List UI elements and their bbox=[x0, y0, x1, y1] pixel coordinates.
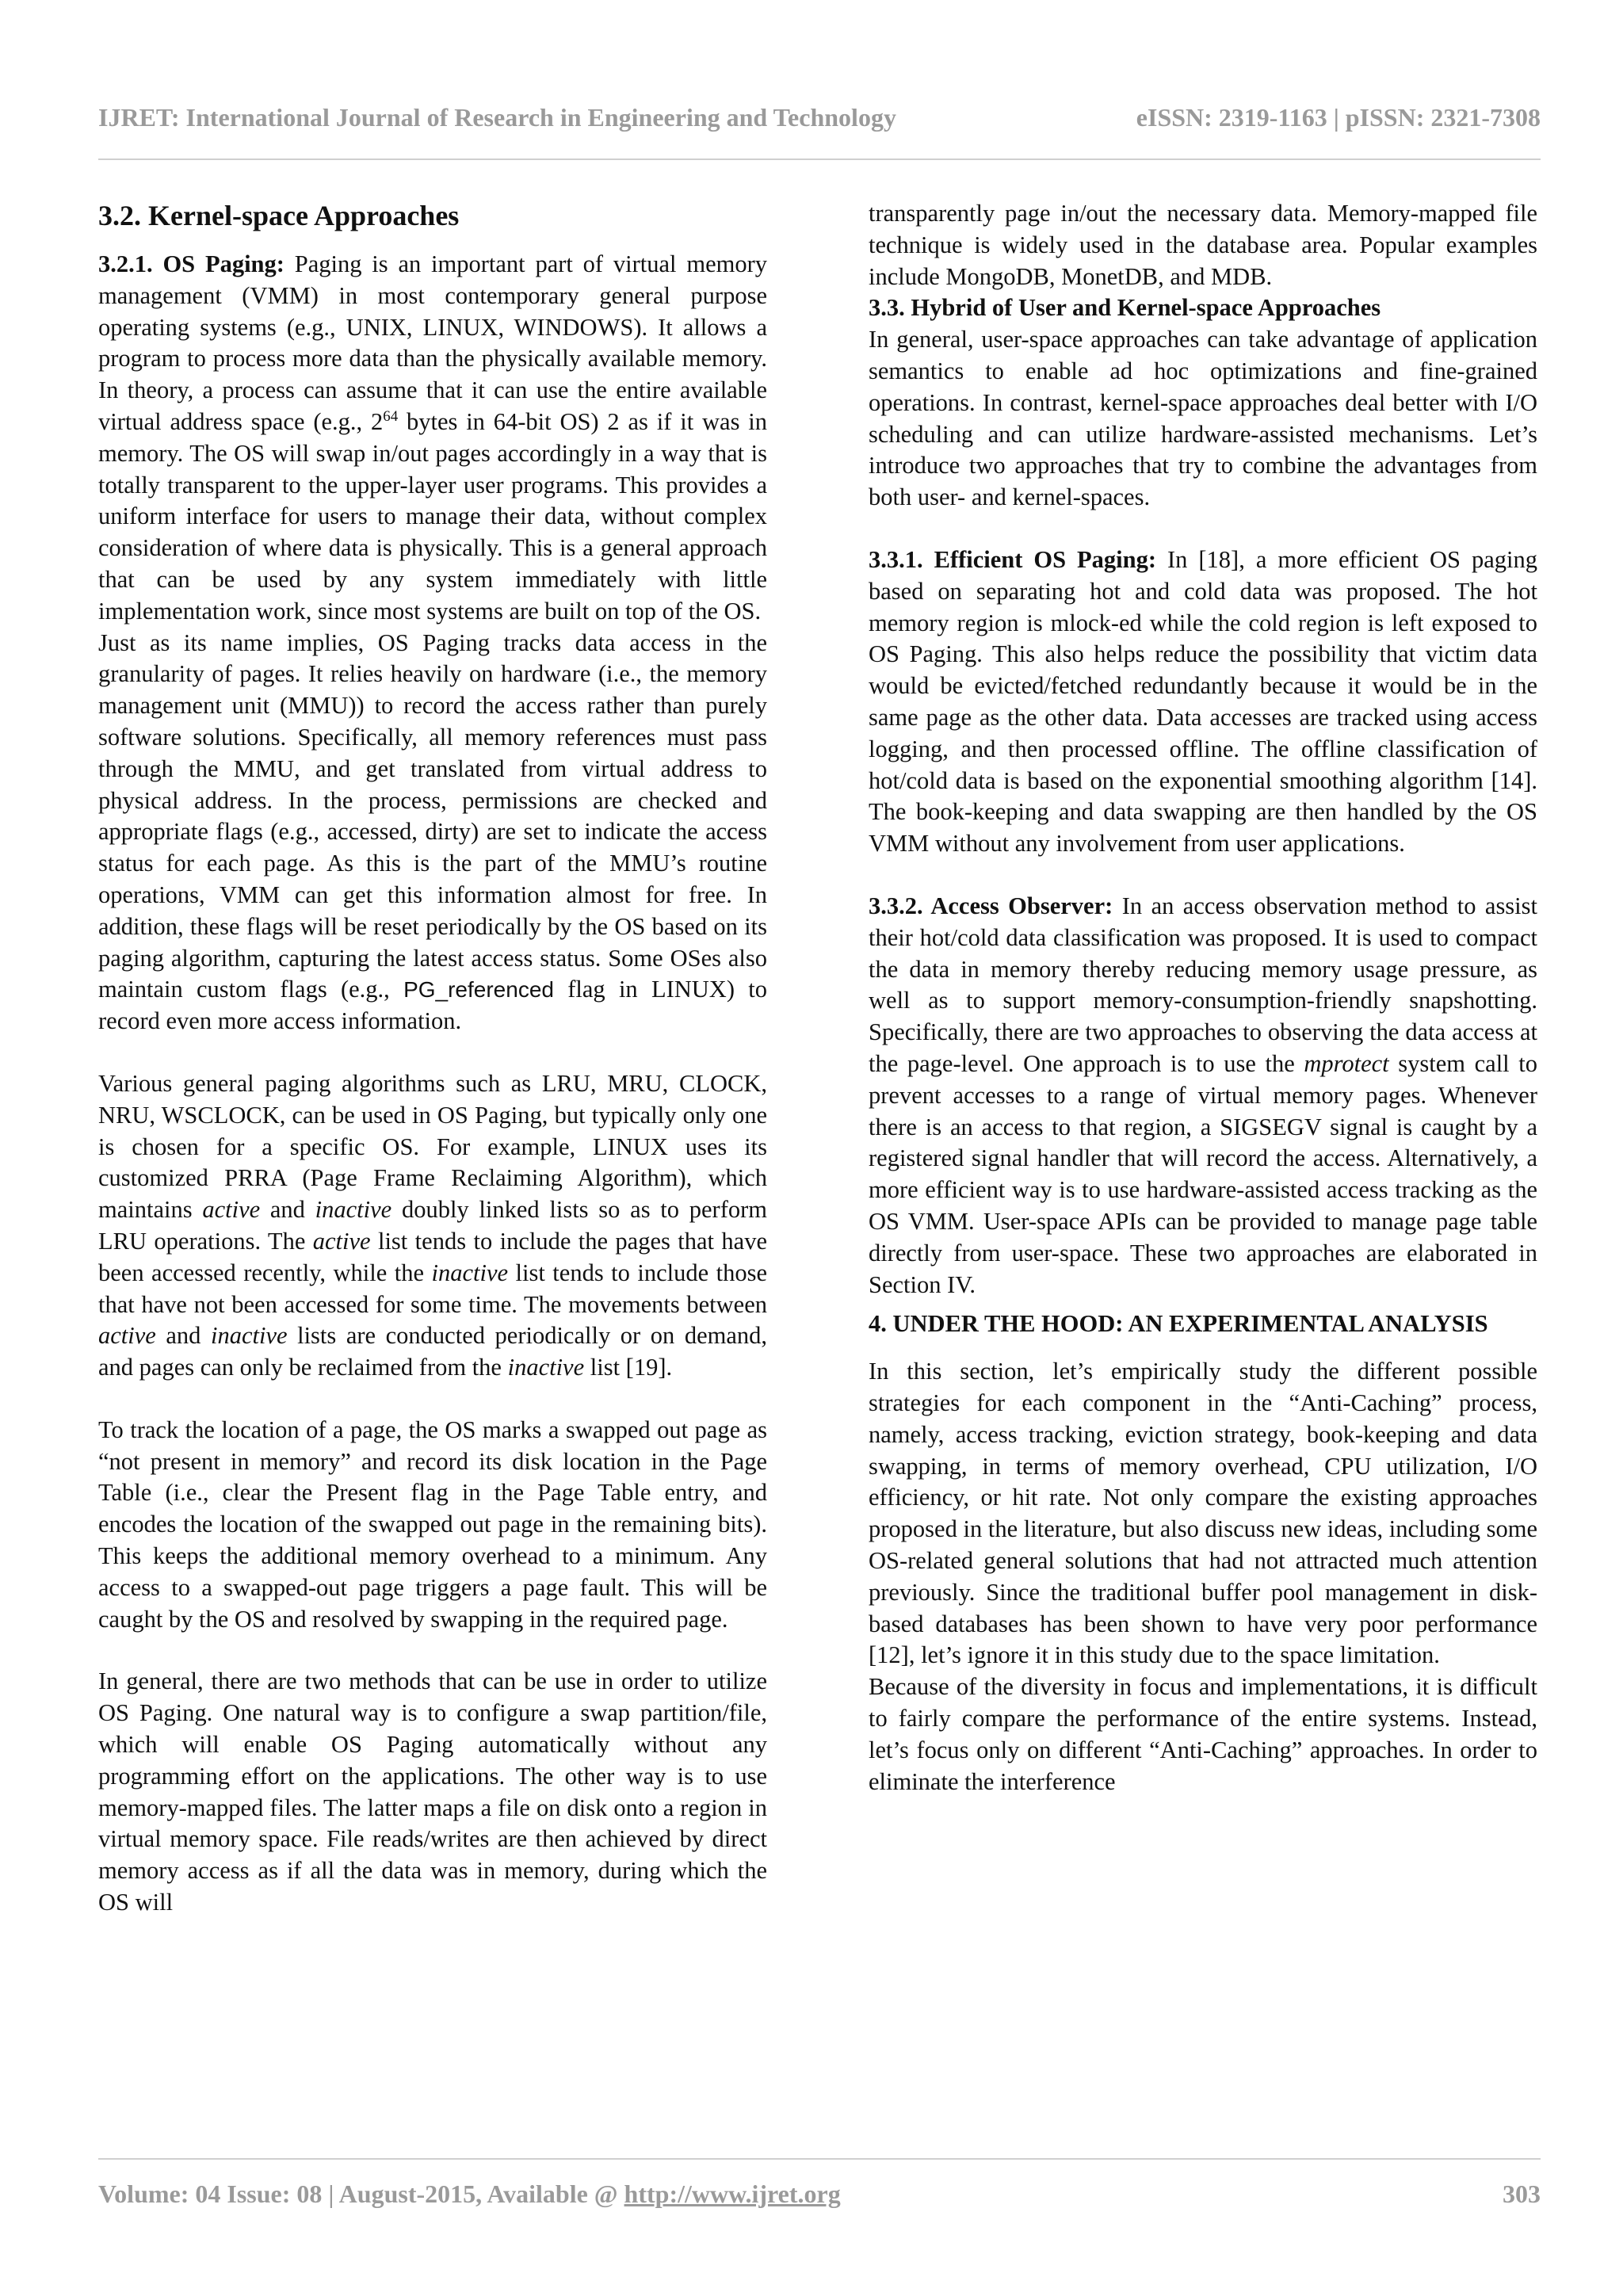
paragraph: Just as its name implies, OS Paging tracks data access in the granularity of pages. It relies heavily on hardware (i.e., the memory management unit (MMU)) to record the access rather than purely software solutions. Specifically, all memory references must pass through the MMU, and get translated from virtual address to physical address. In the process, permissions are checked and appropriate flags (e.g., accessed, dirty) are set to indicate the access status for each page. As this is the part of the MMU’s routine operations, VMM can get this information almost for free. In addition, these flags will be reset periodically by the OS based on its paging algorithm, capturing the latest access status. Some OSes also maintain custom flags (e.g., PG_referenced flag in LINUX) to record even more access information. bbox=[98, 628, 767, 1035]
paragraph: In general, user-space approaches can take advantage of application semantics to enable ad hoc optimizations and fine-grained operations. In contrast, kernel-space approaches deal better with I/O scheduling and can utilize hardware-assisted mechanisms. Let’s introduce two approaches that try to combine the advantages from both user- and kernel-spaces. bbox=[869, 326, 1537, 511]
journal-title: IJRET: International Journal of Research in Engineering and Technology bbox=[98, 103, 896, 132]
subsection-label: 3.3.1. Efficient OS Paging: bbox=[869, 545, 1157, 573]
paragraph: To track the location of a page, the OS marks a swapped out page as “not present in memory” and record its disk location in the Page Table (i.e., clear the Present flag in the Page Table entry, and encodes the location of the swapped out page in the remaining bits). This keeps the additional memory overhead to a minimum. Any access to a swapped-out page triggers a page fault. This will be caught by the OS and resolved by swapping in the required page. bbox=[98, 1415, 767, 1633]
subsection-label: 3.2.1. OS Paging: bbox=[98, 250, 285, 277]
section-title: 3.2. Kernel-space Approaches bbox=[98, 200, 460, 231]
header-rule bbox=[98, 159, 1541, 160]
journal-link[interactable]: http://www.ijret.org bbox=[624, 2179, 841, 2208]
paragraph: In general, there are two methods that can be use in order to utilize OS Paging. One natural way is to configure a swap partition/file, which will enable OS Paging automatically without any programming effort on the applications. The other way is to use memory-mapped files. The latter maps a file on disk onto a region in virtual memory space. File reads/writes are then achieved by direct memory access as if all the data was in memory, during which the OS will bbox=[98, 1668, 767, 1916]
page-number: 303 bbox=[1503, 2179, 1541, 2208]
subsection-label: 3.3.2. Access Observer: bbox=[869, 892, 1113, 919]
paragraph: 3.3.1. Efficient OS Paging: In [18], a more efficient OS paging based on separating hot and cold data was proposed. The hot memory region is mlock-ed while the cold region is left exposed to OS Paging. This also helps reduce the possibility that victim data would be evicted/fetched redundantly because it would be in the same page as the other data. Data accesses are tracked using access logging, and then processed offline. The offline classification of hot/cold data is based on the exponential smoothing algorithm [14]. The book-keeping and data swapping are then handled by the OS VMM without any involvement from user applications. bbox=[869, 545, 1537, 858]
issn: eISSN: 2319-1163 | pISSN: 2321-7308 bbox=[1136, 103, 1541, 132]
footer-rule bbox=[98, 2158, 1541, 2160]
subsection-title: 3.3. Hybrid of User and Kernel-space Approaches bbox=[869, 294, 1381, 322]
paragraph: In this section, let’s empirically study the different possible strategies for each component in the “Anti-Caching” process, namely, access tracking, eviction strategy, book-keeping and data swapping, in terms of memory overhead, CPU utilization, I/O efficiency, or hit rate. Not only compare the existing approaches proposed in the literature, but also discuss new ideas, including some OS-related general solutions that had not attracted much attention previously. Since the traditional buffer pool management in disk-based databases has been shown to have very poor performance [12], let’s ignore it in this study due to the space limitation. bbox=[869, 1358, 1537, 1669]
paragraph: Because of the diversity in focus and implementations, it is difficult to fairly compare the performance of the entire systems. Instead, let’s focus only on different “Anti-Caching” approaches. In order to eliminate the interference bbox=[869, 1673, 1537, 1795]
paragraph: 3.2.1. OS Paging: Paging is an important part of virtual memory management (VMM) in most contemporary general purpose operating systems (e.g., UNIX, LINUX, WINDOWS). It allows a program to process more data than the physically available memory. In theory, a process can assume that it can use the entire available virtual address space (e.g., $2^{64}$ bytes in 64-bit OS) 2 as if it was in memory. The OS will swap in/out pages accordingly in a way that is totally transparent to the upper-layer user programs. This provides a uniform interface for users to manage their data, without complex consideration of where data is physically. This is a general approach that can be used by any system immediately with little implementation work, since most systems are built on top of the OS. bbox=[98, 250, 767, 625]
code-flag: PG_referenced bbox=[403, 977, 554, 1003]
superscript: 64 bbox=[383, 407, 399, 425]
paragraph: 3.3.2. Access Observer: In an access observation method to assist their hot/cold data classification was proposed. It is used to compact the data in memory thereby reducing memory usage pressure, as well as to support memory-consumption-friendly snapshotting. Specifically, there are two approaches to observing the data access at the page-level. One approach is to use the mprotect system call to prevent accesses to a range of virtual memory pages. Whenever there is an access to that region, a SIGSEGV signal is caught by a registered signal handler that will record the access. Alternatively, a more efficient way is to use hardware-assisted access tracking as the OS VMM. User-space APIs can be provided to manage page table directly from user-space. These two approaches are elaborated in Section IV. bbox=[869, 892, 1537, 1298]
left-column bbox=[98, 197, 767, 2130]
right-column bbox=[869, 198, 1537, 2132]
paragraph: Various general paging algorithms such as LRU, MRU, CLOCK, NRU, WSCLOCK, can be used in OS Paging, but typically only one is chosen for a specific OS. For example, LINUX uses its customized PRRA (Page Frame Reclaiming Algorithm), which maintains active and inactive doubly linked lists so as to perform LRU operations. The active list tends to include the pages that have been accessed recently, while the inactive list tends to include those that have not been accessed for some time. The movements between active and inactive lists are conducted periodically or on demand, and pages can only be reclaimed from the inactive list [19]. bbox=[98, 1069, 767, 1381]
paragraph: transparently page in/out the necessary data. Memory-mapped file technique is widely used in the database area. Popular examples include MongoDB, MonetDB, and MDB. bbox=[869, 200, 1537, 290]
syscall-name: mprotect bbox=[1304, 1049, 1389, 1077]
section-title: 4. UNDER THE HOOD: AN EXPERIMENTAL ANALYSIS bbox=[869, 1310, 1488, 1338]
volume-info: Volume: 04 Issue: 08 | August-2015, Available @ http://www.ijret.org bbox=[98, 2179, 841, 2208]
